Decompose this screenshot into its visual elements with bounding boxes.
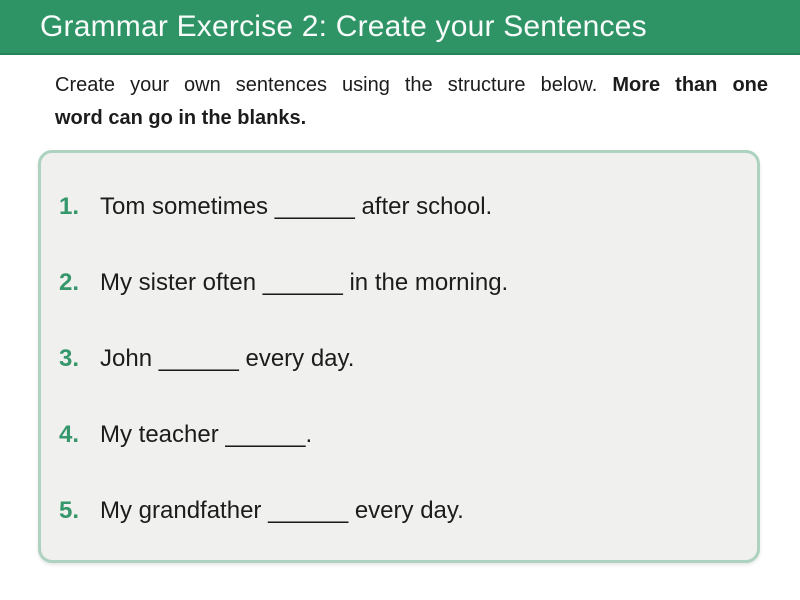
item-number: 4. (59, 421, 80, 448)
sentence-item-2 (59, 267, 737, 299)
instructions-bold-text-1: More than one (612, 74, 769, 96)
item-number: 2. (59, 269, 80, 296)
instructions (55, 69, 768, 135)
item-number: 3. (59, 345, 80, 372)
sentence-item-3 (59, 343, 737, 375)
instructions-line-1 (55, 69, 768, 102)
item-text: Tom sometimes ______ after school. (100, 193, 493, 220)
item-number: 5. (59, 497, 80, 524)
instructions-line-2: word can go in the blanks. (55, 107, 307, 129)
instructions-regular-text: Create your own sentences using the structure below. (55, 74, 598, 96)
item-number: 1. (59, 193, 80, 220)
header-bar (0, 0, 800, 55)
item-text: My teacher ______. (100, 421, 313, 448)
sentence-item-4 (59, 419, 737, 451)
item-text: John ______ every day. (100, 345, 355, 372)
exercise-box (38, 150, 760, 563)
sentence-item-1 (59, 191, 737, 223)
page-title: Grammar Exercise 2: Create your Sentences (40, 9, 647, 43)
item-text: My sister often ______ in the morning. (100, 269, 509, 296)
item-text: My grandfather ______ every day. (100, 497, 464, 524)
sentence-item-5 (59, 495, 737, 527)
